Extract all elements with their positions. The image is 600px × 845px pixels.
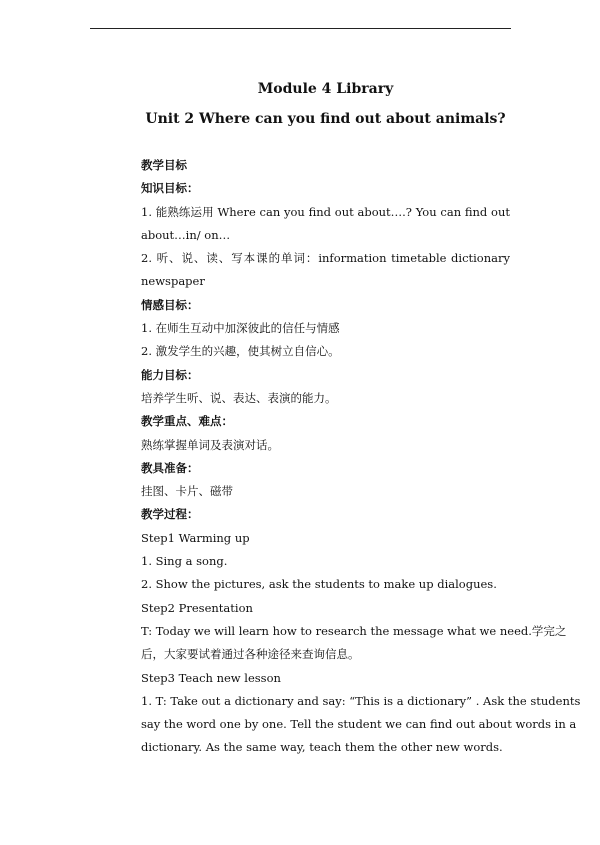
subheading-ability: 能力目标： bbox=[141, 367, 199, 382]
subheading-process: 教学过程： bbox=[141, 507, 199, 522]
step1-item-1: 1. Sing a song. bbox=[141, 554, 228, 569]
knowledge-item-2-cont: newspaper bbox=[141, 274, 205, 289]
knowledge-item-1: 1. 能熟练运用 Where can you find out about….? You can find out bbox=[141, 204, 510, 219]
step3-text-line-1: 1. T: Take out a dictionary and say: “This is a dictionary” . Ask the students bbox=[141, 693, 581, 708]
subheading-materials: 教具准备： bbox=[141, 460, 199, 475]
step1-heading: Step1 Warming up bbox=[141, 530, 250, 545]
document-body bbox=[141, 78, 581, 760]
materials-item: 挂图、卡片、磁带 bbox=[141, 484, 233, 499]
subheading-emotion: 情感目标： bbox=[141, 297, 199, 312]
knowledge-item-2: 2. 听、说、读、写本课的单词：information timetable dictionary bbox=[141, 251, 510, 266]
unit-title: Unit 2 Where can you find out about animals? bbox=[145, 111, 506, 127]
knowledge-item-1-cont: about…in/ on… bbox=[141, 227, 231, 242]
step2-text: T: Today we will learn how to research the message what we need.学完之 bbox=[141, 623, 567, 638]
ability-item: 培养学生听、说、表达、表演的能力。 bbox=[141, 390, 337, 405]
step3-text-line-3: dictionary. As the same way, teach them the other new words. bbox=[141, 740, 503, 755]
header-rule bbox=[90, 28, 511, 29]
module-title: Module 4 Library bbox=[257, 81, 394, 97]
step3-heading: Step3 Teach new lesson bbox=[141, 670, 281, 685]
step2-heading: Step2 Presentation bbox=[141, 600, 253, 615]
subheading-key-points: 教学重点、难点： bbox=[141, 414, 233, 429]
emotion-item-2: 2. 激发学生的兴趣，使其树立自信心。 bbox=[141, 344, 340, 359]
section-heading-objectives: 教学目标 bbox=[141, 158, 187, 172]
step1-item-2: 2. Show the pictures, ask the students to make up dialogues. bbox=[141, 577, 497, 592]
step2-text-cont: 后，大家要试着通过各种途径来查询信息。 bbox=[141, 647, 360, 662]
subheading-knowledge: 知识目标： bbox=[141, 181, 199, 196]
key-points-item: 熟练掌握单词及表演对话。 bbox=[141, 437, 279, 452]
step3-text-line-2: say the word one by one. Tell the student we can find out about words in a bbox=[141, 717, 577, 732]
emotion-item-1: 1. 在师生互动中加深彼此的信任与情感 bbox=[141, 321, 340, 336]
